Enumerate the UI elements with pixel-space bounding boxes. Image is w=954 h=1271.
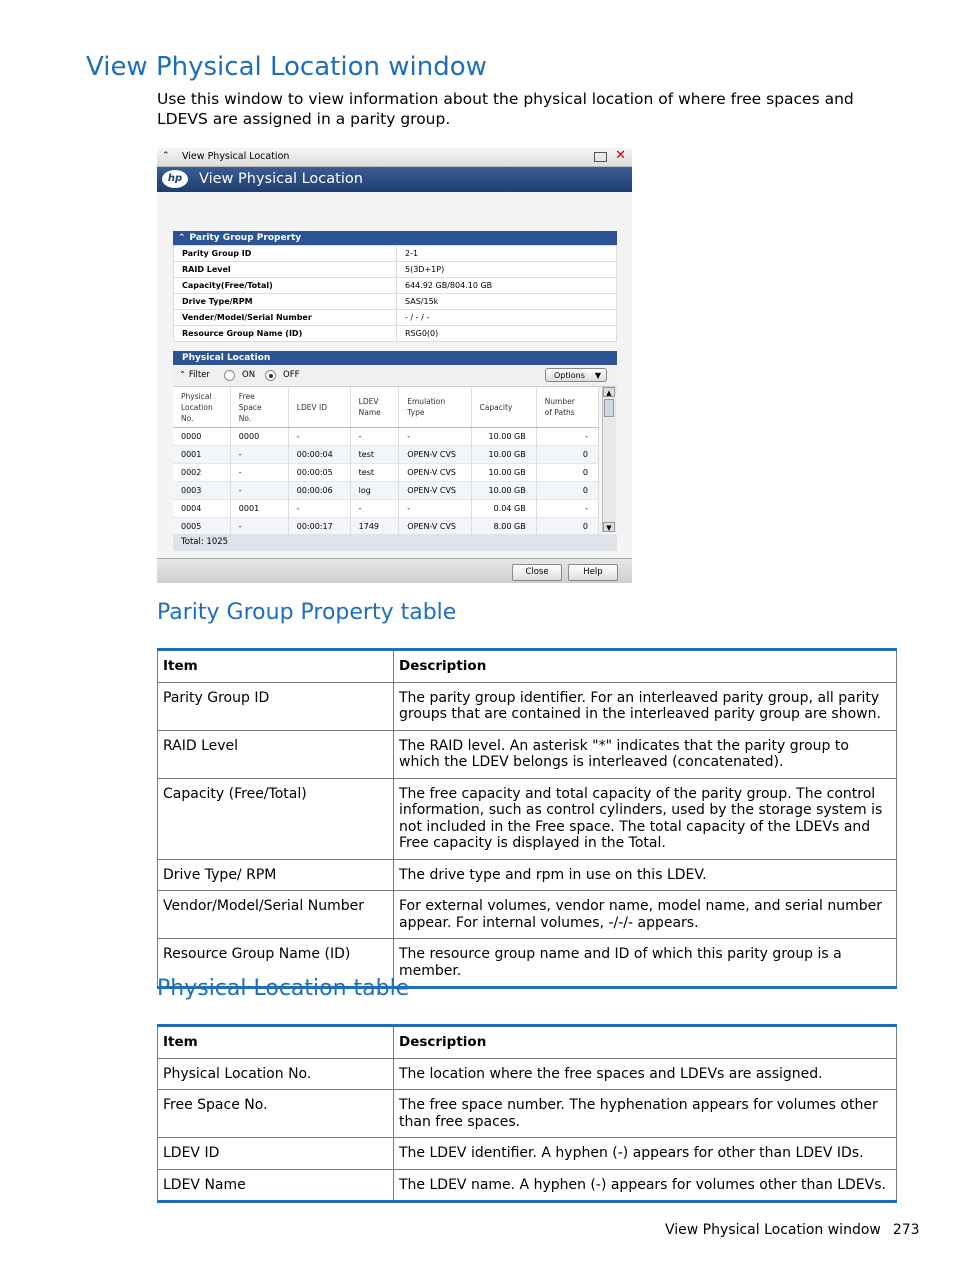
- grid-cell: OPEN-V CVS: [399, 446, 471, 464]
- close-icon[interactable]: ✕: [615, 148, 626, 163]
- item-cell: Vendor/Model/Serial Number: [158, 891, 394, 939]
- column-header-line: Capacity: [479, 402, 513, 412]
- grid-cell: 10.00 GB: [471, 464, 536, 482]
- column-header-line: No.: [181, 413, 194, 423]
- parity-group-property-table: [157, 648, 897, 989]
- grid-cell: 0: [536, 446, 598, 464]
- window-footer: [157, 558, 632, 583]
- property-name: Vender/Model/Serial Number: [174, 310, 397, 326]
- grid-cell: -: [536, 428, 598, 446]
- grid-cell: 0000: [230, 428, 288, 446]
- filter-on-radio[interactable]: [224, 370, 235, 381]
- section-heading-parity: Parity Group Property table: [157, 600, 457, 625]
- table-row: [158, 1138, 897, 1170]
- hp-logo: hp: [162, 170, 188, 188]
- grid-cell: 00:00:17: [288, 518, 350, 536]
- grid-row: [174, 278, 617, 294]
- grid-column-header: [536, 387, 598, 428]
- item-cell: Free Space No.: [158, 1090, 394, 1138]
- description-cell: The resource group name and ID of which this parity group is a member.: [394, 939, 897, 988]
- description-cell: The parity group identifier. For an interleaved parity group, all parity groups that are contained in the interleaved parity group are shown.: [394, 682, 897, 730]
- parity-group-property-grid: [173, 245, 617, 342]
- grid-cell: 0004: [173, 500, 230, 518]
- column-header-line: LDEV ID: [296, 402, 327, 412]
- table-row: [158, 891, 897, 939]
- physical-location-grid: [173, 387, 599, 536]
- property-value: 644.92 GB/804.10 GB: [397, 278, 617, 294]
- grid-row: [174, 294, 617, 310]
- property-name: Drive Type/RPM: [174, 294, 397, 310]
- grid-column-header: [350, 387, 399, 428]
- physical-location-panel-header: Physical Location: [173, 351, 617, 365]
- grid-cell: 10.00 GB: [471, 428, 536, 446]
- grid-cell: -: [230, 518, 288, 536]
- grid-cell: log: [350, 482, 399, 500]
- grid-cell: -: [288, 428, 350, 446]
- filter-off-radio[interactable]: [265, 370, 276, 381]
- grid-cell: 0: [536, 482, 598, 500]
- filter-label: Filter: [188, 370, 210, 380]
- property-name: RAID Level: [174, 262, 397, 278]
- column-header-description: Description: [394, 650, 897, 683]
- grid-cell: 0000: [173, 428, 230, 446]
- description-cell: For external volumes, vendor name, model name, and serial number appear. For internal volumes, -/-/- appears.: [394, 891, 897, 939]
- grid-cell: 00:00:04: [288, 446, 350, 464]
- physical-location-table: [157, 1024, 897, 1203]
- window-title: View Physical Location: [182, 151, 290, 162]
- panel-title: Parity Group Property: [189, 233, 302, 243]
- column-header-line: Free: [238, 391, 255, 401]
- description-cell: The RAID level. An asterisk "*" indicates that the parity group to which the LDEV belongs is interleaved (concatenated).: [394, 730, 897, 778]
- grid-cell: 00:00:05: [288, 464, 350, 482]
- collapse-icon[interactable]: ⌃: [178, 233, 186, 243]
- options-label: Options: [554, 371, 585, 380]
- grid-row: [174, 246, 617, 262]
- page-footer: [665, 1222, 920, 1238]
- column-header-line: Type: [407, 408, 425, 417]
- grid-cell: OPEN-V CVS: [399, 464, 471, 482]
- item-cell: Physical Location No.: [158, 1058, 394, 1090]
- item-cell: RAID Level: [158, 730, 394, 778]
- table-row: [158, 778, 897, 859]
- property-value: 2-1: [397, 246, 617, 262]
- grid-cell: 0.04 GB: [471, 500, 536, 518]
- column-header-item: Item: [158, 650, 394, 683]
- grid-cell: -: [230, 482, 288, 500]
- grid-cell: OPEN-V CVS: [399, 518, 471, 536]
- scroll-down-icon[interactable]: ▼: [603, 522, 615, 532]
- parity-group-property-panel-header[interactable]: [173, 231, 617, 245]
- grid-row[interactable]: [173, 446, 599, 464]
- filter-off-label: OFF: [283, 370, 300, 380]
- column-header-line: Number: [544, 397, 575, 406]
- property-name: Capacity(Free/Total): [174, 278, 397, 294]
- grid-cell: -: [288, 500, 350, 518]
- column-header-item: Item: [158, 1026, 394, 1059]
- vertical-scrollbar[interactable]: [602, 387, 616, 532]
- column-header-line: Space: [238, 402, 262, 412]
- grid-cell: 0002: [173, 464, 230, 482]
- help-button[interactable]: Help: [568, 564, 618, 581]
- grid-cell: test: [350, 464, 399, 482]
- grid-cell: 00:00:06: [288, 482, 350, 500]
- grid-row[interactable]: [173, 428, 599, 446]
- collapse-icon: ⌃: [179, 370, 187, 380]
- grid-column-header: [230, 387, 288, 428]
- item-cell: Parity Group ID: [158, 682, 394, 730]
- column-header-line: Name: [358, 408, 381, 417]
- item-cell: LDEV Name: [158, 1169, 394, 1202]
- grid-cell: 0005: [173, 518, 230, 536]
- grid-row[interactable]: [173, 500, 599, 518]
- grid-row[interactable]: [173, 464, 599, 482]
- grid-cell: 0: [536, 464, 598, 482]
- property-value: RSG0(0): [397, 326, 617, 342]
- column-header-line: of Paths: [544, 408, 575, 417]
- grid-cell: 8.00 GB: [471, 518, 536, 536]
- page-title: View Physical Location window: [86, 52, 487, 82]
- maximize-icon[interactable]: [594, 152, 607, 162]
- filter-bar: [173, 366, 617, 387]
- description-cell: The LDEV identifier. A hyphen (-) appears for other than LDEV IDs.: [394, 1138, 897, 1170]
- window-banner: [157, 167, 632, 192]
- grid-row[interactable]: [173, 482, 599, 500]
- grid-cell: -: [230, 446, 288, 464]
- grid-cell: 0003: [173, 482, 230, 500]
- property-name: Resource Group Name (ID): [174, 326, 397, 342]
- dropdown-arrow-icon: ▼: [594, 371, 601, 380]
- banner-title: View Physical Location: [199, 171, 363, 187]
- table-row: [158, 859, 897, 891]
- grid-cell: -: [536, 500, 598, 518]
- grid-cell: 0001: [230, 500, 288, 518]
- grid-cell: OPEN-V CVS: [399, 482, 471, 500]
- description-cell: The LDEV name. A hyphen (-) appears for volumes other than LDEVs.: [394, 1169, 897, 1202]
- column-header-line: Emulation: [407, 397, 446, 406]
- grid-cell: -: [399, 500, 471, 518]
- grid-cell: -: [350, 500, 399, 518]
- filter-toggle[interactable]: [179, 370, 210, 380]
- property-value: - / - / -: [397, 310, 617, 326]
- description-cell: The drive type and rpm in use on this LDEV.: [394, 859, 897, 891]
- grid-row[interactable]: [173, 518, 599, 536]
- table-row: [158, 730, 897, 778]
- grid-cell: 1749: [350, 518, 399, 536]
- table-row: [158, 1169, 897, 1202]
- intro-paragraph: Use this window to view information about the physical location of where free spaces and LDEVS are assigned in a parity group.: [157, 90, 854, 128]
- grid-cell: 0: [536, 518, 598, 536]
- grid-cell: -: [350, 428, 399, 446]
- description-cell: The free space number. The hyphenation appears for volumes other than free spaces.: [394, 1090, 897, 1138]
- footer-title: View Physical Location window: [665, 1222, 881, 1238]
- item-cell: Drive Type/ RPM: [158, 859, 394, 891]
- grid-cell: -: [399, 428, 471, 446]
- table-row: [158, 1058, 897, 1090]
- scroll-up-icon[interactable]: ▲: [603, 387, 615, 397]
- grid-cell: test: [350, 446, 399, 464]
- page-number: 273: [892, 1222, 920, 1238]
- grid-row: [174, 262, 617, 278]
- column-header-line: Physical: [181, 391, 212, 401]
- grid-cell: 10.00 GB: [471, 446, 536, 464]
- column-header-line: Location: [181, 402, 213, 412]
- item-cell: Resource Group Name (ID): [158, 939, 394, 988]
- grid-row: [174, 326, 617, 342]
- grid-column-header: [471, 387, 536, 428]
- item-cell: LDEV ID: [158, 1138, 394, 1170]
- total-count: Total: 1025: [173, 534, 617, 551]
- description-cell: The free capacity and total capacity of the parity group. The control information, such as control cylinders, used by the storage system is not included in the Free space. The total capacity of the LDEVs and Free capacity is displayed in the Total.: [394, 778, 897, 859]
- window-titlebar: [157, 148, 632, 167]
- grid-row: [174, 310, 617, 326]
- column-header-line: No.: [238, 413, 252, 423]
- filter-on-label: ON: [242, 370, 256, 380]
- grid-column-header: [288, 387, 350, 428]
- grid-cell: -: [230, 464, 288, 482]
- grid-cell: 0001: [173, 446, 230, 464]
- property-value: SAS/15k: [397, 294, 617, 310]
- item-cell: Capacity (Free/Total): [158, 778, 394, 859]
- grid-column-header: [399, 387, 471, 428]
- collapse-icon[interactable]: ⌃: [162, 151, 170, 161]
- table-row: [158, 1090, 897, 1138]
- scroll-thumb[interactable]: [604, 399, 614, 417]
- column-header-description: Description: [394, 1026, 897, 1059]
- table-row: [158, 682, 897, 730]
- property-name: Parity Group ID: [174, 246, 397, 262]
- options-dropdown[interactable]: [545, 368, 607, 382]
- column-header-line: LDEV: [358, 397, 379, 406]
- description-cell: The location where the free spaces and LDEVs are assigned.: [394, 1058, 897, 1090]
- section-heading-physical: Physical Location table: [157, 976, 410, 1001]
- close-button[interactable]: Close: [512, 564, 562, 581]
- property-value: 5(3D+1P): [397, 262, 617, 278]
- grid-cell: 10.00 GB: [471, 482, 536, 500]
- grid-column-header: [173, 387, 230, 428]
